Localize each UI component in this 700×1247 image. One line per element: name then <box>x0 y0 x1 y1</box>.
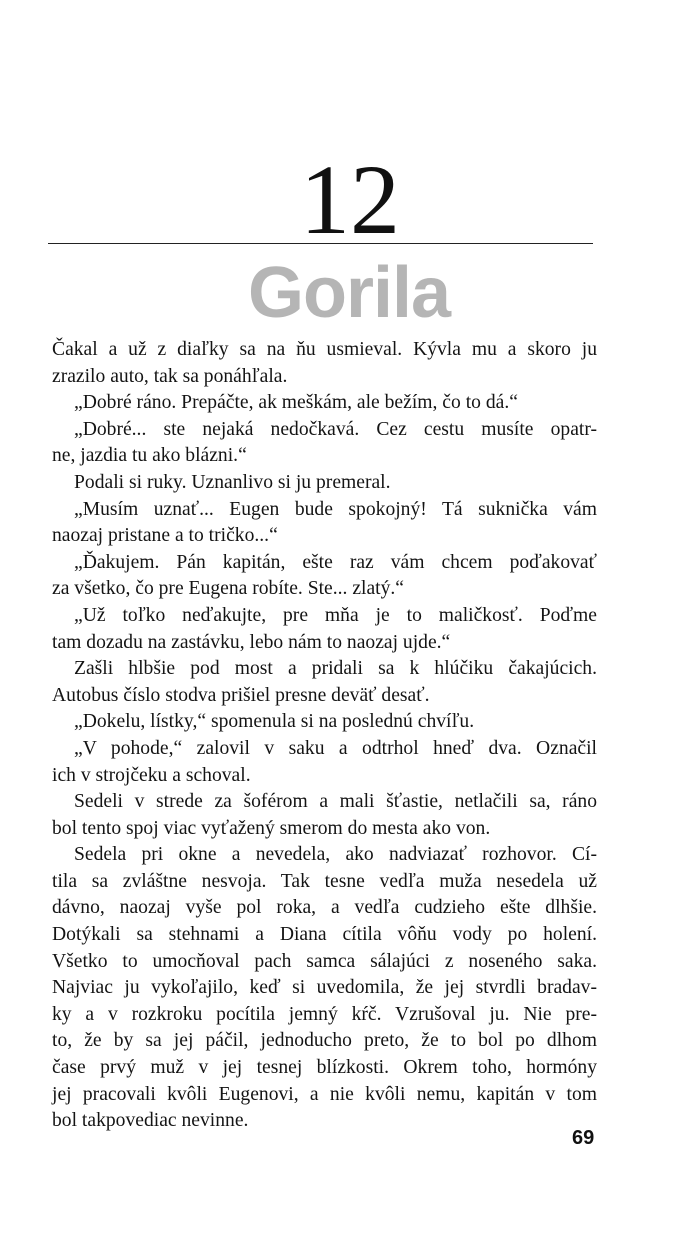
text-line: ky a v rozkroku pocítila jemný kŕč. Vzrušoval ju. Nie pre- <box>52 1003 597 1025</box>
text-line: Zašli hlbšie pod most a pridali sa k hlúčiku čakajúcich. <box>74 658 597 680</box>
text-line: Čakal a už z diaľky sa na ňu usmieval. Kývla mu a skoro ju <box>52 339 597 360</box>
text-line: bol takpovediac nevinne. <box>52 1110 249 1132</box>
text-line: za všetko, čo pre Eugena robíte. Ste... zlatý.“ <box>52 578 405 600</box>
text-line: ne, jazdia tu ako blázni.“ <box>52 445 247 467</box>
text-line: „Už toľko neďakujte, pre mňa je to maličkosť. Poďme <box>74 604 597 626</box>
text-line: „Dobré... ste nejaká nedočkavá. Cez cestu musíte opatr- <box>74 418 597 440</box>
text-line: Sedeli v strede za šoférom a mali šťastie, netlačili sa, ráno <box>74 791 597 813</box>
watermark: Gorila <box>248 253 451 333</box>
text-line: naozaj pristane a to tričko...“ <box>52 525 278 547</box>
text-line: tila sa zvláštne nesvoja. Tak tesne vedľa muža nesedela už <box>52 870 597 892</box>
text-line: „Musím uznať... Eugen bude spokojný! Tá suknička vám <box>74 498 597 520</box>
text-line: „V pohode,“ zalovil v saku a odtrhol hneď dva. Označil <box>74 737 597 759</box>
chapter-number: 12 <box>300 144 400 255</box>
text-line: Sedela pri okne a nevedela, ako nadviazať rozhovor. Cí- <box>74 844 597 866</box>
text-line: Dotýkali sa stehnami a Diana cítila vôňu vody po holení. <box>52 924 597 946</box>
chapter-divider <box>48 243 593 244</box>
text-line: bol tento spoj viac vyťažený smerom do mesta ako von. <box>52 817 491 839</box>
text-line: „Dokelu, lístky,“ spomenula si na poslednú chvíľu. <box>74 711 475 733</box>
text-line: „Ďakujem. Pán kapitán, ešte raz vám chcem poďakovať <box>74 551 597 573</box>
text-line: ich v strojčeku a schoval. <box>52 764 251 786</box>
text-line: „Dobré ráno. Prepáčte, ak meškám, ale bežím, čo to dá.“ <box>74 392 518 414</box>
text-line: Autobus číslo stodva prišiel presne deväť desať. <box>52 684 430 706</box>
text-line: jej pracovali kvôli Eugenovi, a nie kvôli nemu, kapitán v tom <box>52 1083 597 1105</box>
text-line: Všetko to umocňoval pach samca sálajúci z noseného saka. <box>52 950 597 972</box>
text-line: tam dozadu na zastávku, lebo nám to naozaj ujde.“ <box>52 631 451 653</box>
page-number: 69 <box>572 1127 595 1149</box>
text-line: to, že by sa jej páčil, jednoducho preto, že to bol po dlhom <box>52 1030 597 1052</box>
text-line: Najviac ju vykoľajilo, keď si uvedomila, že jej stvrdli bradav- <box>52 977 597 999</box>
text-line: čase prvý muž v jej tesnej blízkosti. Okrem toho, hormóny <box>52 1057 597 1079</box>
body-text <box>52 337 597 1135</box>
text-line: Podali si ruky. Uznanlivo si ju premeral. <box>74 471 391 493</box>
text-line: dávno, naozaj vyše pol roka, a vedľa cudzieho ešte dlhšie. <box>52 897 597 919</box>
text-line: zrazilo auto, tak sa ponáhľala. <box>52 365 288 387</box>
